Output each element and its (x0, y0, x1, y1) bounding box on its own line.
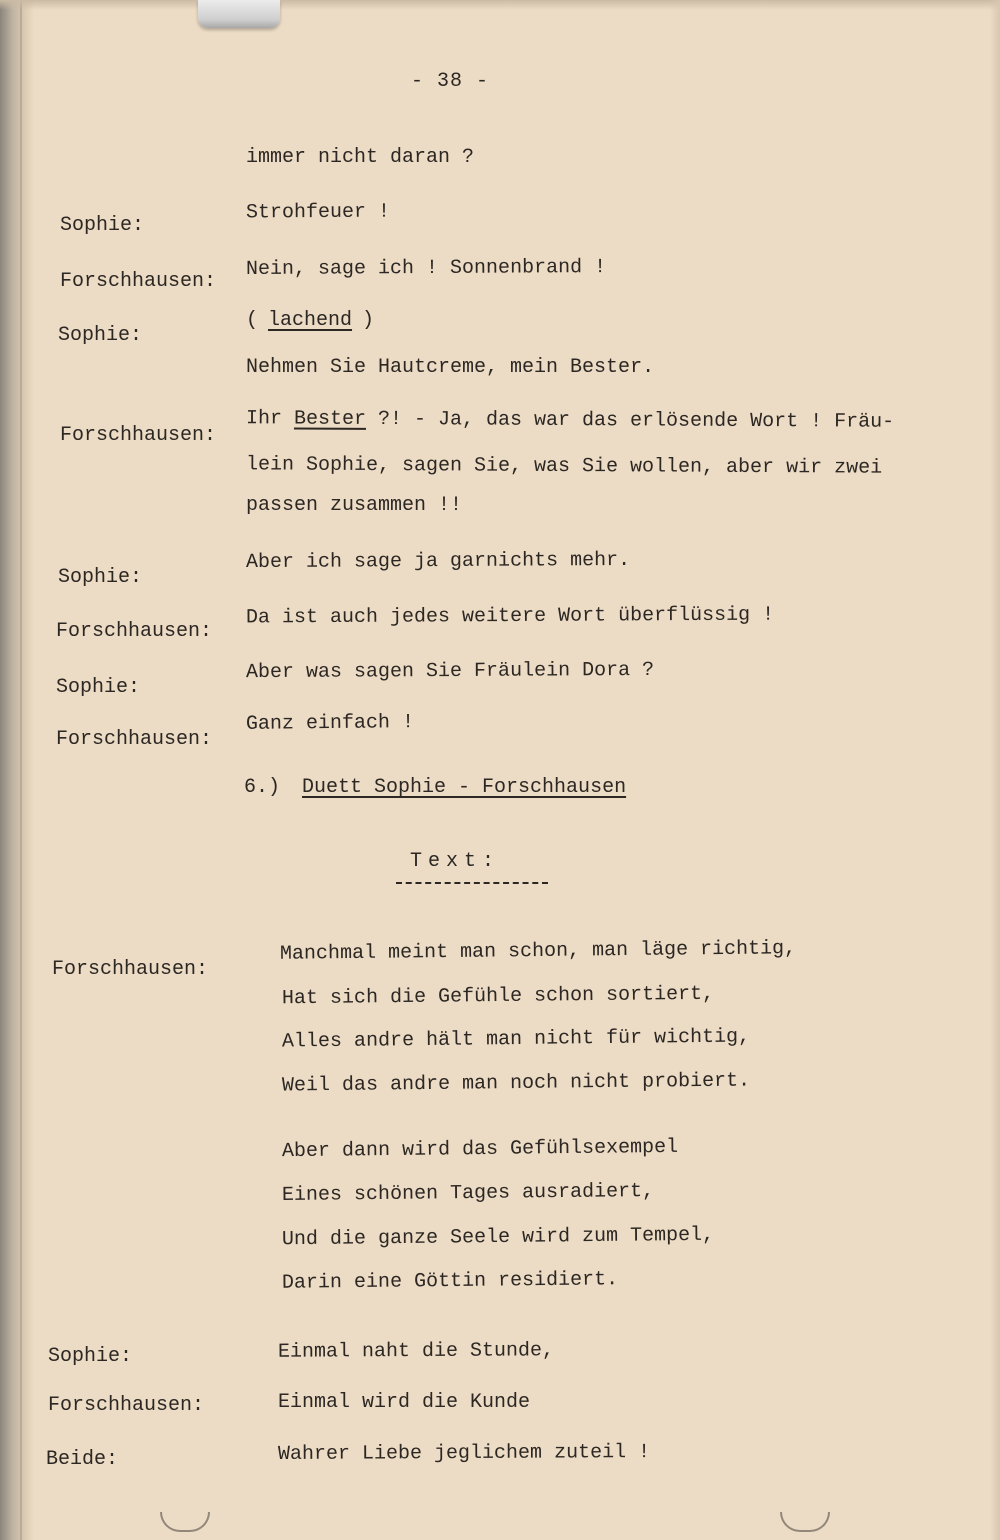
lyric-line: Darin eine Göttin residiert. (281, 1268, 619, 1295)
lyric-line: Eines schönen Tages ausradiert, (281, 1180, 655, 1207)
lyric-line: Hat sich die Gefühle schon sortiert, (281, 982, 715, 1011)
lyric-line: Aber dann wird das Gefühlsexempel (281, 1135, 679, 1164)
dialogue-line: lein Sophie, sagen Sie, was Sie wollen, aber wir zwei (245, 453, 883, 480)
binder-ring-right (780, 1512, 830, 1532)
dialogue-line: Nein, sage ich ! Sonnenbrand ! (245, 256, 607, 281)
speaker-label: Forschhausen: (60, 270, 217, 293)
stage-direction-close: ) (362, 309, 375, 332)
binder-clip (198, 0, 280, 28)
underlined-word: Bester (293, 407, 367, 431)
lyric-line: Einmal naht die Stunde, (277, 1339, 555, 1364)
section-heading (244, 776, 626, 800)
speaker-label: Sophie: (56, 676, 141, 699)
page-top-edge (0, 0, 1000, 10)
dialogue-line: immer nicht daran ? (246, 146, 475, 169)
dialogue-line: Aber was sagen Sie Fräulein Dora ? (245, 658, 655, 685)
binding-shadow (0, 0, 34, 1540)
speaker-label: Sophie: (58, 566, 143, 589)
lyric-line: Manchmal meint man schon, man läge richtig, (279, 937, 797, 966)
dialogue-text: Ihr (245, 407, 295, 431)
speaker-label: Sophie: (60, 214, 145, 237)
speaker-label: Forschhausen: (52, 958, 209, 981)
speaker-label: Beide: (46, 1448, 119, 1471)
speaker-label: Sophie: (58, 324, 143, 347)
dialogue-line: Strohfeuer ! (245, 200, 391, 225)
lyric-line: Einmal wird die Kunde (278, 1391, 531, 1414)
stage-direction-open: ( (246, 309, 259, 332)
subheading-rule (396, 882, 548, 884)
lyric-line: Alles andre hält man nicht für wichtig, (281, 1025, 751, 1054)
dialogue-line (246, 407, 894, 434)
lyric-line: Weil das andre man noch nicht probiert. (281, 1069, 751, 1098)
dialogue-line: Nehmen Sie Hautcreme, mein Bester. (246, 356, 655, 379)
lyric-line: Und die ganze Seele wird zum Tempel, (281, 1223, 715, 1252)
page-number: - 38 - (410, 70, 489, 93)
binder-ring-left (160, 1512, 210, 1532)
dialogue-line: Da ist auch jedes weitere Wort überflüssig ! (245, 603, 775, 630)
section-number: 6.) (244, 776, 281, 799)
speaker-label: Forschhausen: (56, 728, 213, 751)
section-title: Duett Sophie - Forschhausen (302, 776, 627, 799)
page-right-edge (990, 0, 1000, 1540)
speaker-label: Forschhausen: (56, 620, 213, 643)
speaker-label: Forschhausen: (48, 1394, 205, 1417)
dialogue-line: Ganz einfach ! (245, 711, 415, 736)
binding-fold (20, 0, 22, 1540)
speaker-label: Sophie: (48, 1345, 133, 1368)
dialogue-text: ?! - Ja, das war das erlösende Wort ! Fräu- (365, 407, 895, 434)
dialogue-line: passen zusammen !! (246, 494, 463, 517)
text-subheading: Text: (410, 850, 501, 873)
stage-direction (246, 309, 374, 333)
speaker-label: Forschhausen: (60, 424, 217, 447)
dialogue-line: Aber ich sage ja garnichts mehr. (245, 548, 631, 575)
stage-direction-text: lachend (268, 309, 353, 332)
lyric-line: Wahrer Liebe jeglichem zuteil ! (277, 1441, 651, 1466)
